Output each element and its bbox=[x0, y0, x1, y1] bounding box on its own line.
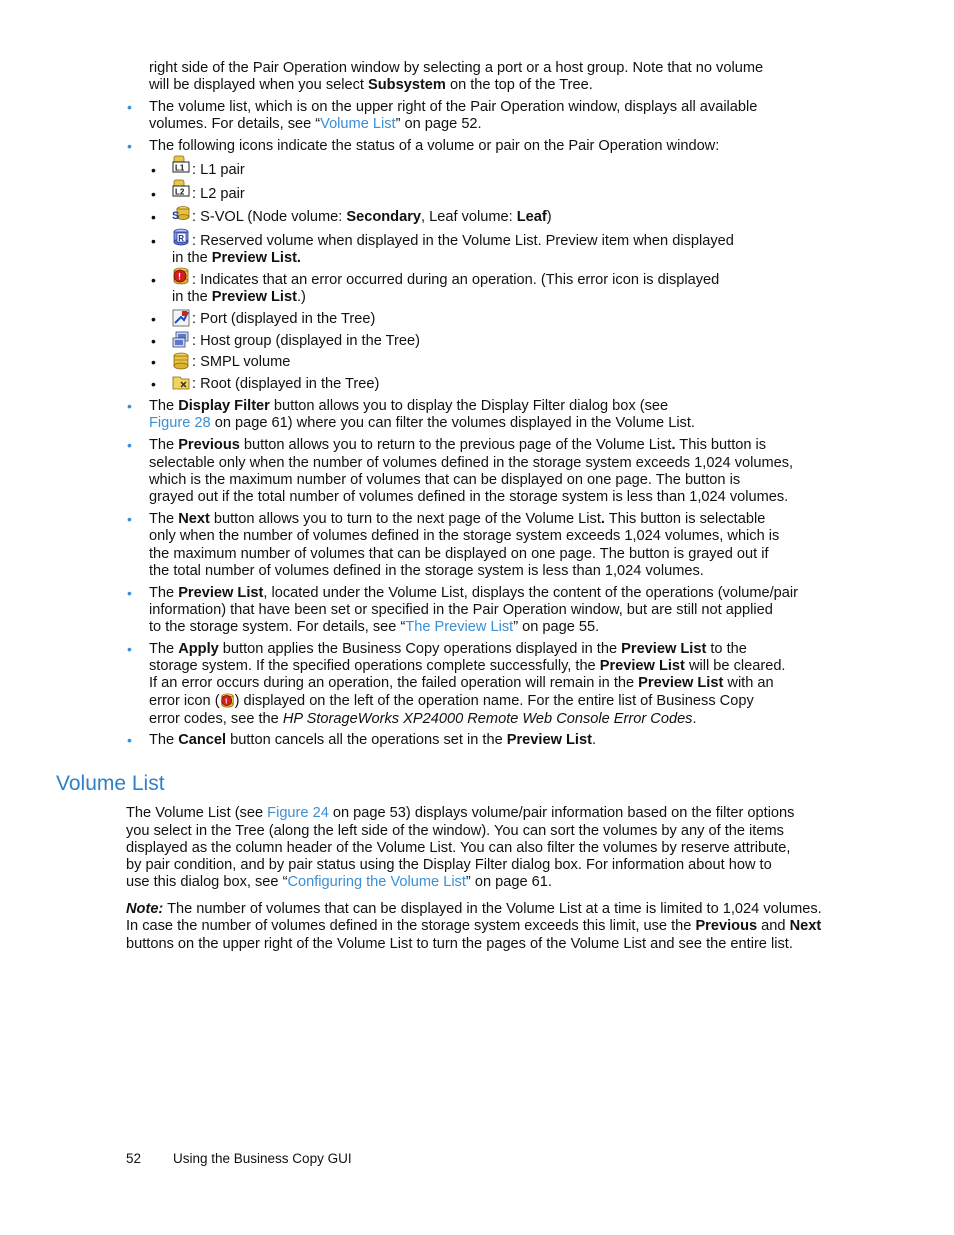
paragraph-line: The following icons indicate the status of a volume or pair on the Pair Operation window: bbox=[149, 138, 720, 154]
paragraph-line: storage system. If the specified operations complete successfully, the Preview List will be cleared. bbox=[149, 658, 786, 674]
svg-text:L1: L1 bbox=[175, 163, 185, 173]
icon-desc-l1: : L1 pair bbox=[192, 162, 245, 178]
paragraph-line: The Cancel button cancels all the operations set in the Preview List. bbox=[149, 732, 596, 748]
paragraph-line: the maximum number of volumes that can be displayed on one page. The button is grayed out if bbox=[149, 546, 769, 562]
icon-desc-hostgroup: : Host group (displayed in the Tree) bbox=[192, 333, 420, 349]
paragraph-line: to the storage system. For details, see “The Preview List” on page 55. bbox=[149, 619, 600, 635]
paragraph-line: error codes, see the HP StorageWorks XP24000 Remote Web Console Error Codes. bbox=[149, 711, 697, 727]
reserved-volume-icon bbox=[172, 228, 190, 246]
bullet-marker: • bbox=[127, 641, 132, 657]
sub-bullet: • bbox=[151, 209, 156, 225]
note-line: In case the number of volumes defined in the storage system exceeds this limit, use the Previous and Next bbox=[126, 918, 822, 934]
sub-bullet: • bbox=[151, 162, 156, 178]
paragraph-line: The volume list, which is on the upper right of the Pair Operation window, displays all available bbox=[149, 99, 758, 115]
bullet-marker: • bbox=[127, 398, 132, 414]
paragraph-line: The Next button allows you to turn to the next page of the Volume List. This button is selectable bbox=[149, 511, 766, 527]
paragraph-line: The Previous button allows you to return to the previous page of the Volume List. This button is bbox=[149, 437, 767, 453]
footer-title: Using the Business Copy GUI bbox=[173, 1151, 352, 1166]
page-number: 52 bbox=[126, 1151, 142, 1166]
paragraph-line: displayed as the column header of the Volume List. You can also filter the volumes by reserve attribute, bbox=[126, 840, 791, 856]
port-icon bbox=[172, 309, 190, 327]
note-line: Note: The number of volumes that can be displayed in the Volume List at a time is limited to 1,024 volumes. bbox=[126, 901, 822, 917]
svol-icon bbox=[172, 204, 190, 222]
svg-text:S: S bbox=[172, 210, 180, 222]
icon-desc-error: : Indicates that an error occurred during an operation. (This error icon is displayed bbox=[192, 272, 720, 288]
paragraph-line: by pair condition, and by pair status using the Display Filter dialog box. For information about how to bbox=[126, 857, 772, 873]
icon-desc-l2: : L2 pair bbox=[192, 186, 245, 202]
paragraph-line: selectable only when the number of volumes defined in the storage system exceeds 1,024 volumes, bbox=[149, 455, 794, 471]
paragraph-line: you select in the Tree (along the left side of the window). You can sort the volumes by any of the items bbox=[126, 823, 784, 839]
error-icon bbox=[220, 693, 235, 708]
icon-desc-smpl: : SMPL volume bbox=[192, 354, 291, 370]
paragraph-line: information) that have been set or specified in the Pair Operation window, but are still not applied bbox=[149, 602, 773, 618]
paragraph-line: volumes. For details, see “Volume List” on page 52. bbox=[149, 116, 482, 132]
smpl-volume-icon bbox=[172, 352, 190, 370]
note-label: Note: bbox=[126, 901, 164, 917]
svg-text:L2: L2 bbox=[175, 187, 185, 197]
svg-text:!: ! bbox=[224, 696, 228, 706]
bullet-marker: • bbox=[127, 437, 132, 453]
paragraph-line: The Preview List, located under the Volume List, displays the content of the operations (volume/pair bbox=[149, 585, 798, 601]
link-volume-list[interactable]: Volume List bbox=[320, 116, 396, 132]
bullet-marker: • bbox=[127, 99, 132, 115]
l1-pair-icon bbox=[172, 155, 190, 173]
icon-desc-port: : Port (displayed in the Tree) bbox=[192, 311, 376, 327]
root-icon bbox=[172, 374, 190, 392]
icon-desc-root: : Root (displayed in the Tree) bbox=[192, 376, 380, 392]
paragraph-line: the total number of volumes defined in the storage system is less than 1,024 volumes. bbox=[149, 563, 704, 579]
sub-bullet: • bbox=[151, 376, 156, 392]
paragraph-line: Figure 28 on page 61) where you can filter the volumes displayed in the Volume List. bbox=[149, 415, 695, 431]
paragraph-line: right side of the Pair Operation window by selecting a port or a host group. Note that no volume bbox=[149, 60, 764, 76]
link-the-preview-list[interactable]: The Preview List bbox=[405, 619, 514, 635]
paragraph-line: The Volume List (see Figure 24 on page 53) displays volume/pair information based on the filter options bbox=[126, 805, 795, 821]
sub-bullet: • bbox=[151, 186, 156, 202]
section-heading: Volume List bbox=[56, 772, 165, 795]
svg-text:R: R bbox=[178, 233, 185, 243]
paragraph-line: The Display Filter button allows you to display the Display Filter dialog box (see bbox=[149, 398, 669, 414]
paragraph-line: will be displayed when you select Subsystem on the top of the Tree. bbox=[149, 77, 593, 93]
host-group-icon bbox=[172, 331, 190, 349]
paragraph-line: The Apply button applies the Business Copy operations displayed in the Preview List to the bbox=[149, 641, 747, 657]
bullet-marker: • bbox=[127, 732, 132, 748]
sub-bullet: • bbox=[151, 354, 156, 370]
icon-desc-error-cont: in the Preview List.) bbox=[172, 289, 306, 305]
paragraph-line: use this dialog box, see “Configuring the Volume List” on page 61. bbox=[126, 874, 552, 890]
link-configuring-volume-list[interactable]: Configuring the Volume List bbox=[287, 874, 466, 890]
l2-pair-icon bbox=[172, 179, 190, 197]
error-icon bbox=[172, 267, 190, 285]
bullet-marker: • bbox=[127, 138, 132, 154]
bullet-marker: • bbox=[127, 511, 132, 527]
sub-bullet: • bbox=[151, 333, 156, 349]
paragraph-line: If an error occurs during an operation, the failed operation will remain in the Preview List with an bbox=[149, 675, 774, 691]
svg-text:!: ! bbox=[178, 271, 181, 282]
link-figure-24[interactable]: Figure 24 bbox=[267, 805, 329, 821]
paragraph-line: only when the number of volumes defined in the storage system exceeds 1,024 volumes, which is bbox=[149, 528, 780, 544]
sub-bullet: • bbox=[151, 272, 156, 288]
icon-desc-svol: : S-VOL (Node volume: Secondary, Leaf volume: Leaf) bbox=[192, 209, 552, 225]
paragraph-line: error icon ( ! ) displayed on the left of the operation name. For the entire list of Business Copy bbox=[149, 693, 754, 709]
icon-desc-reserved: : Reserved volume when displayed in the Volume List. Preview item when displayed bbox=[192, 233, 734, 249]
note-line: buttons on the upper right of the Volume List to turn the pages of the Volume List and see the entire list. bbox=[126, 936, 793, 952]
link-figure-28[interactable]: Figure 28 bbox=[149, 415, 211, 431]
sub-bullet: • bbox=[151, 233, 156, 249]
bullet-marker: • bbox=[127, 585, 132, 601]
icon-desc-reserved-cont: in the Preview List. bbox=[172, 250, 301, 266]
paragraph-line: grayed out if the total number of volumes defined in the storage system is less than 1,024 volumes. bbox=[149, 489, 789, 505]
sub-bullet: • bbox=[151, 311, 156, 327]
paragraph-line: which is the maximum number of volumes that can be displayed on one page. The button is bbox=[149, 472, 741, 488]
